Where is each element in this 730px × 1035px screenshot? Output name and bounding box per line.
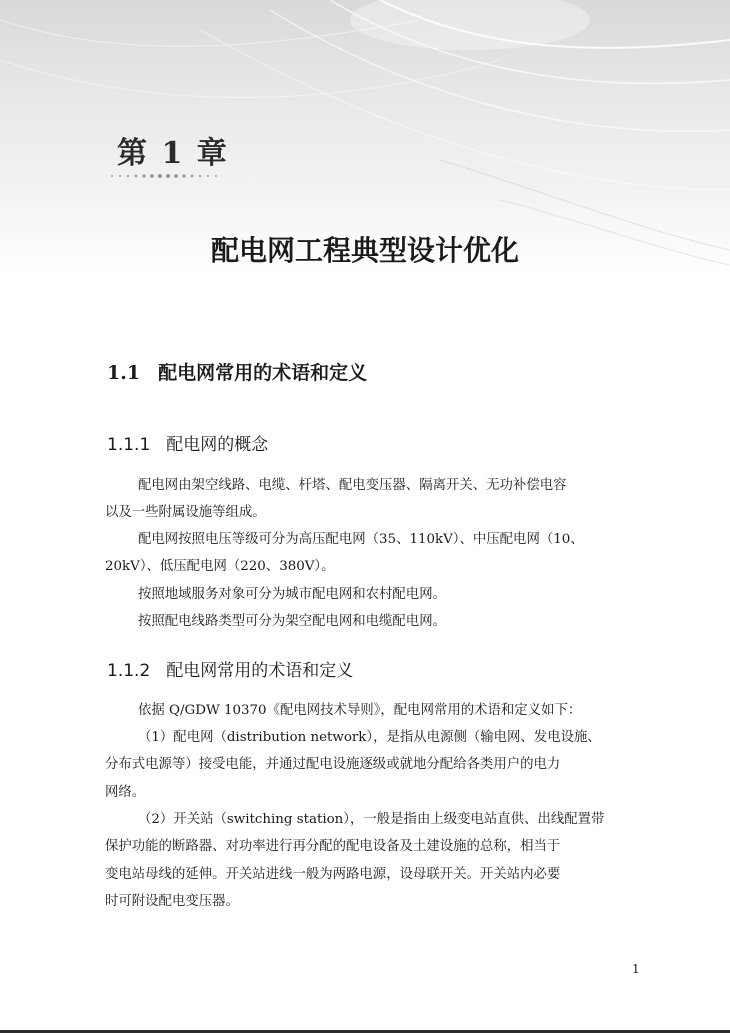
subsection-number: 1.1.1 bbox=[107, 435, 151, 455]
page-number: 1 bbox=[632, 962, 640, 976]
paragraph-line: （2）开关站（switching station），一般是指由上级变电站直供、出线配置带 bbox=[138, 812, 605, 827]
section-title: 配电网常用的术语和定义 bbox=[158, 362, 368, 384]
subsection-heading-1-1-2 bbox=[107, 656, 353, 681]
paragraph-line: 分布式电源等）接受电能，并通过配电设施逐级或就地分配给各类用户的电力 bbox=[105, 757, 561, 772]
paragraph-line: 依据 Q/GDW 10370《配电网技术导则》，配电网常用的术语和定义如下： bbox=[138, 703, 582, 718]
paragraph-line: 配电网按照电压等级可分为高压配电网（35、110kV）、中压配电网（10、 bbox=[138, 532, 584, 547]
paragraph-line: 按照地域服务对象可分为城市配电网和农村配电网。 bbox=[138, 587, 446, 602]
paragraph-line: （1）配电网（distribution network），是指从电源侧（输电网、发电设施、 bbox=[138, 730, 601, 745]
subsection-number: 1.1.2 bbox=[107, 661, 151, 681]
paragraph-line: 配电网由架空线路、电缆、杆塔、配电变压器、隔离开关、无功补偿电容 bbox=[138, 478, 567, 493]
chapter-dot-divider bbox=[108, 172, 228, 180]
bottom-rule bbox=[0, 1030, 730, 1033]
subsection-title: 配电网的概念 bbox=[166, 435, 269, 455]
paragraph-line: 变电站母线的延伸。开关站进线一般为两路电源，设母联开关。开关站内必要 bbox=[105, 867, 561, 882]
paragraph-line: 按照配电线路类型可分为架空配电网和电缆配电网。 bbox=[138, 614, 446, 629]
paragraph-line: 时可附设配电变压器。 bbox=[105, 894, 239, 909]
paragraph-line: 以及一些附属设施等组成。 bbox=[105, 505, 266, 520]
paragraph-line: 20kV）、低压配电网（220、380V）。 bbox=[105, 559, 335, 574]
section-heading bbox=[107, 358, 367, 385]
paragraph-line: 网络。 bbox=[105, 785, 146, 800]
section-number: 1.1 bbox=[107, 362, 141, 384]
subsection-title: 配电网常用的术语和定义 bbox=[166, 661, 354, 681]
chapter-title: 配电网工程典型设计优化 bbox=[210, 234, 519, 267]
paragraph-line: 保护功能的断路器、对功率进行再分配的配电设备及土建设施的总称，相当于 bbox=[105, 839, 561, 854]
chapter-label: 第 1 章 bbox=[117, 136, 229, 171]
subsection-heading-1-1-1 bbox=[107, 430, 268, 455]
